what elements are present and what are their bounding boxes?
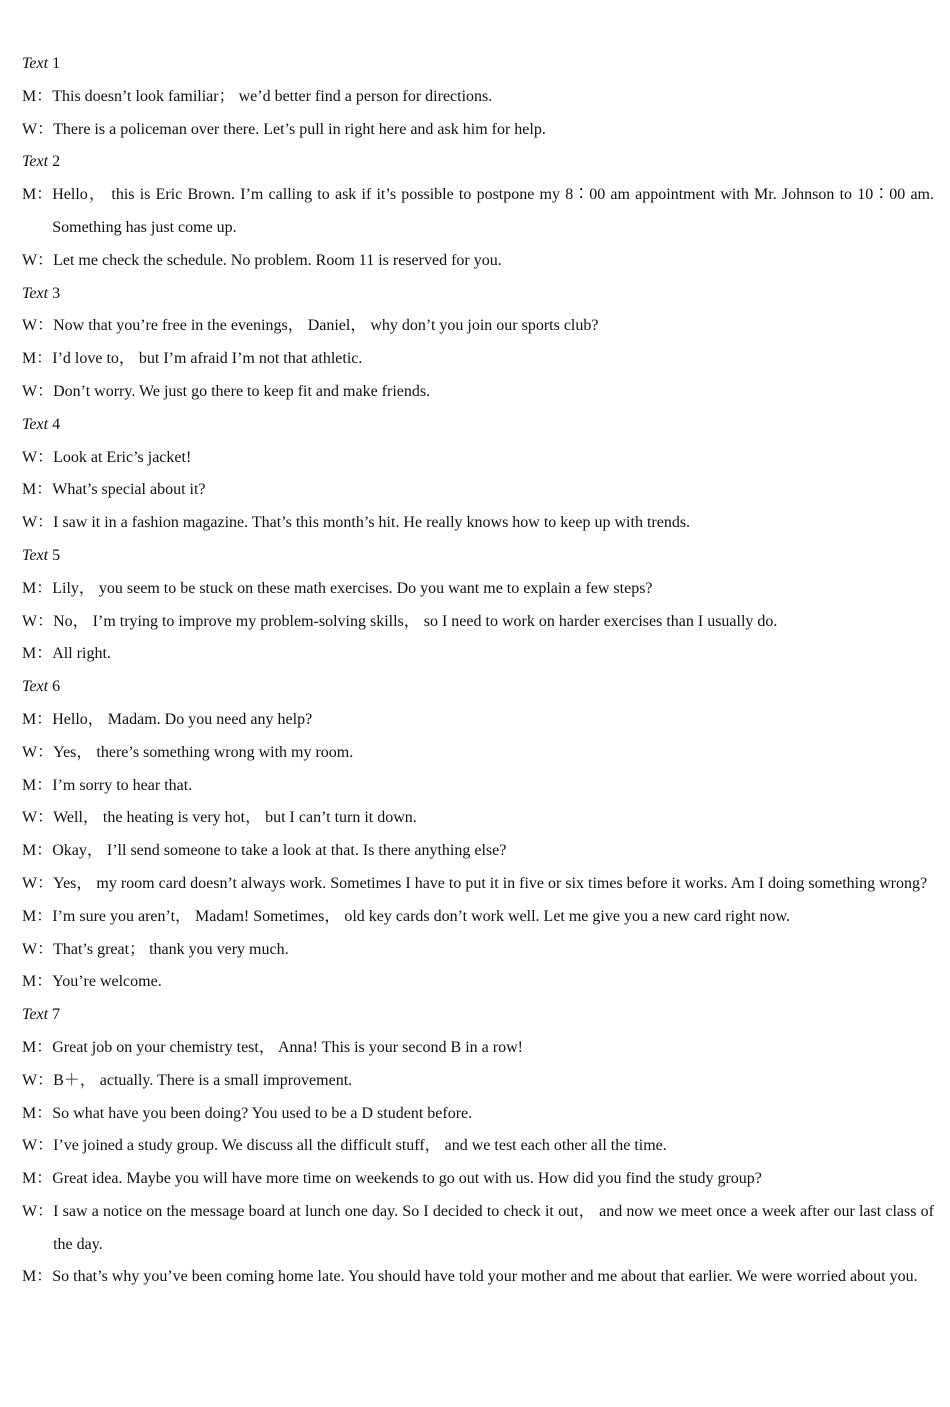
speaker-label: W： — [22, 448, 54, 466]
utterance-text: All right. — [52, 645, 111, 663]
speaker-label: M： — [22, 1038, 53, 1056]
speaker-label: M： — [22, 1268, 53, 1286]
speaker-label: W： — [22, 1137, 54, 1155]
dialogue-line — [22, 1163, 934, 1196]
dialogue-line — [22, 442, 934, 475]
speaker-label: M： — [22, 1104, 53, 1122]
speaker-label: M： — [22, 481, 53, 499]
speaker-label: M： — [22, 87, 53, 105]
utterance-text: Don’t worry. We just go there to keep fit and make friends. — [53, 382, 431, 400]
speaker-label: W： — [22, 940, 54, 958]
text-heading — [22, 278, 934, 311]
speaker-label: W： — [22, 382, 54, 400]
dialogue-line — [22, 310, 934, 343]
speaker-label: M： — [22, 973, 53, 991]
utterance-text: I’m sorry to hear that. — [52, 776, 193, 794]
dialogue-line — [22, 966, 934, 999]
utterance-text: I’m sure you aren’t， Madam! Sometimes， old key cards don’t work well. Let me give you a new card right now. — [52, 907, 790, 925]
text-heading-number: 3 — [52, 284, 61, 302]
text-heading-number: 2 — [52, 153, 61, 171]
speaker-label: W： — [22, 1202, 54, 1220]
utterance-text: Yes， there’s something wrong with my room. — [53, 743, 354, 761]
dialogue-line — [22, 1196, 934, 1262]
utterance-text: There is a policeman over there. Let’s pull in right here and ask him for help. — [53, 120, 546, 138]
utterance-text: Now that you’re free in the evenings， Daniel， why don’t you join our sports club? — [53, 317, 599, 335]
utterance-text: B＋， actually. There is a small improvement. — [53, 1071, 353, 1089]
speaker-label: M： — [22, 579, 53, 597]
utterance-text: I saw a notice on the message board at lunch one day. So I decided to check it out， and now we meet once a week after our last class of the day. — [53, 1202, 934, 1253]
dialogue-line — [22, 704, 934, 737]
utterance-text: Look at Eric’s jacket! — [53, 448, 192, 466]
text-heading-number: 6 — [52, 678, 61, 696]
utterance-text: You’re welcome. — [52, 973, 162, 991]
speaker-label: M： — [22, 842, 53, 860]
text-heading — [22, 48, 934, 81]
speaker-label: M： — [22, 1170, 53, 1188]
dialogue-line — [22, 1098, 934, 1131]
speaker-label: W： — [22, 317, 54, 335]
dialogue-line — [22, 245, 934, 278]
text-heading-label: Text — [22, 284, 49, 302]
dialogue-line — [22, 1130, 934, 1163]
speaker-label: W： — [22, 1071, 54, 1089]
utterance-text: What’s special about it? — [52, 481, 206, 499]
utterance-text: Hello， Madam. Do you need any help? — [52, 710, 313, 728]
speaker-label: M： — [22, 350, 53, 368]
dialogue-line — [22, 1065, 934, 1098]
text-heading-label: Text — [22, 415, 49, 433]
transcript-page — [22, 48, 934, 1344]
utterance-text: No， I’m trying to improve my problem-solving skills， so I need to work on harder exercises than I usually do. — [53, 612, 778, 630]
dialogue-line — [22, 507, 934, 540]
utterance-text: Great job on your chemistry test， Anna! This is your second B in a row! — [52, 1038, 523, 1056]
utterance-text: Okay， I’ll send someone to take a look at that. Is there anything else? — [52, 842, 507, 860]
dialogue-line — [22, 638, 934, 671]
dialogue-line — [22, 114, 934, 147]
text-heading — [22, 540, 934, 573]
text-heading-label: Text — [22, 153, 49, 171]
utterance-text: I saw it in a fashion magazine. That’s this month’s hit. He really knows how to keep up with trends. — [53, 514, 691, 532]
dialogue-line — [22, 868, 934, 901]
dialogue-line — [22, 606, 934, 639]
text-heading — [22, 999, 934, 1032]
dialogue-line — [22, 934, 934, 967]
text-heading-label: Text — [22, 55, 49, 72]
text-heading-number: 1 — [52, 55, 61, 72]
dialogue-line — [22, 1032, 934, 1065]
text-heading-label: Text — [22, 546, 49, 564]
text-heading-label: Text — [22, 678, 49, 696]
text-heading-label: Text — [22, 1006, 49, 1024]
text-heading — [22, 409, 934, 442]
dialogue-line — [22, 343, 934, 376]
text-heading — [22, 146, 934, 179]
text-heading-number: 4 — [52, 415, 61, 433]
text-heading — [22, 671, 934, 704]
speaker-label: M： — [22, 710, 53, 728]
dialogue-line — [22, 573, 934, 606]
utterance-text: Hello， this is Eric Brown. I’m calling to ask if it’s possible to postpone my 8∶00 am appointment with Mr. Johnson to 10∶00 am. Something has just come up. — [52, 186, 934, 236]
speaker-label: M： — [22, 645, 53, 663]
speaker-label: W： — [22, 874, 54, 892]
speaker-label: W： — [22, 514, 54, 532]
text-heading-number: 5 — [52, 546, 61, 564]
speaker-label: M： — [22, 907, 53, 925]
text-heading-number: 7 — [52, 1006, 61, 1024]
dialogue-line — [22, 770, 934, 803]
speaker-label: M： — [22, 776, 53, 794]
dialogue-line — [22, 474, 934, 507]
speaker-label: W： — [22, 612, 54, 630]
utterance-text: I’ve joined a study group. We discuss all the difficult stuff， and we test each other all the time. — [53, 1137, 667, 1155]
dialogue-line — [22, 737, 934, 770]
utterance-text: This doesn’t look familiar； we’d better find a person for directions. — [52, 87, 493, 105]
utterance-text: I’d love to， but I’m afraid I’m not that athletic. — [52, 350, 363, 368]
dialogue-line — [22, 802, 934, 835]
speaker-label: W： — [22, 743, 54, 761]
dialogue-line — [22, 1261, 934, 1294]
dialogue-line — [22, 81, 934, 114]
utterance-text: Well， the heating is very hot， but I can’t turn it down. — [53, 809, 417, 827]
speaker-label: M： — [22, 186, 53, 204]
speaker-label: W： — [22, 809, 54, 827]
utterance-text: Yes， my room card doesn’t always work. Sometimes I have to put it in five or six times before it works. Am I doing something wrong? — [53, 874, 928, 892]
dialogue-line — [22, 901, 934, 934]
dialogue-line — [22, 835, 934, 868]
dialogue-line — [22, 376, 934, 409]
utterance-text: Great idea. Maybe you will have more time on weekends to go out with us. How did you find the study group? — [52, 1170, 762, 1188]
dialogue-line — [22, 179, 934, 245]
speaker-label: W： — [22, 120, 54, 138]
speaker-label: W： — [22, 251, 54, 269]
utterance-text: Let me check the schedule. No problem. Room 11 is reserved for you. — [53, 251, 502, 269]
utterance-text: So that’s why you’ve been coming home late. You should have told your mother and me about that earlier. We were worried about you. — [52, 1268, 918, 1286]
utterance-text: Lily， you seem to be stuck on these math exercises. Do you want me to explain a few steps? — [52, 579, 653, 597]
utterance-text: So what have you been doing? You used to be a D student before. — [52, 1104, 473, 1122]
utterance-text: That’s great； thank you very much. — [53, 940, 289, 958]
